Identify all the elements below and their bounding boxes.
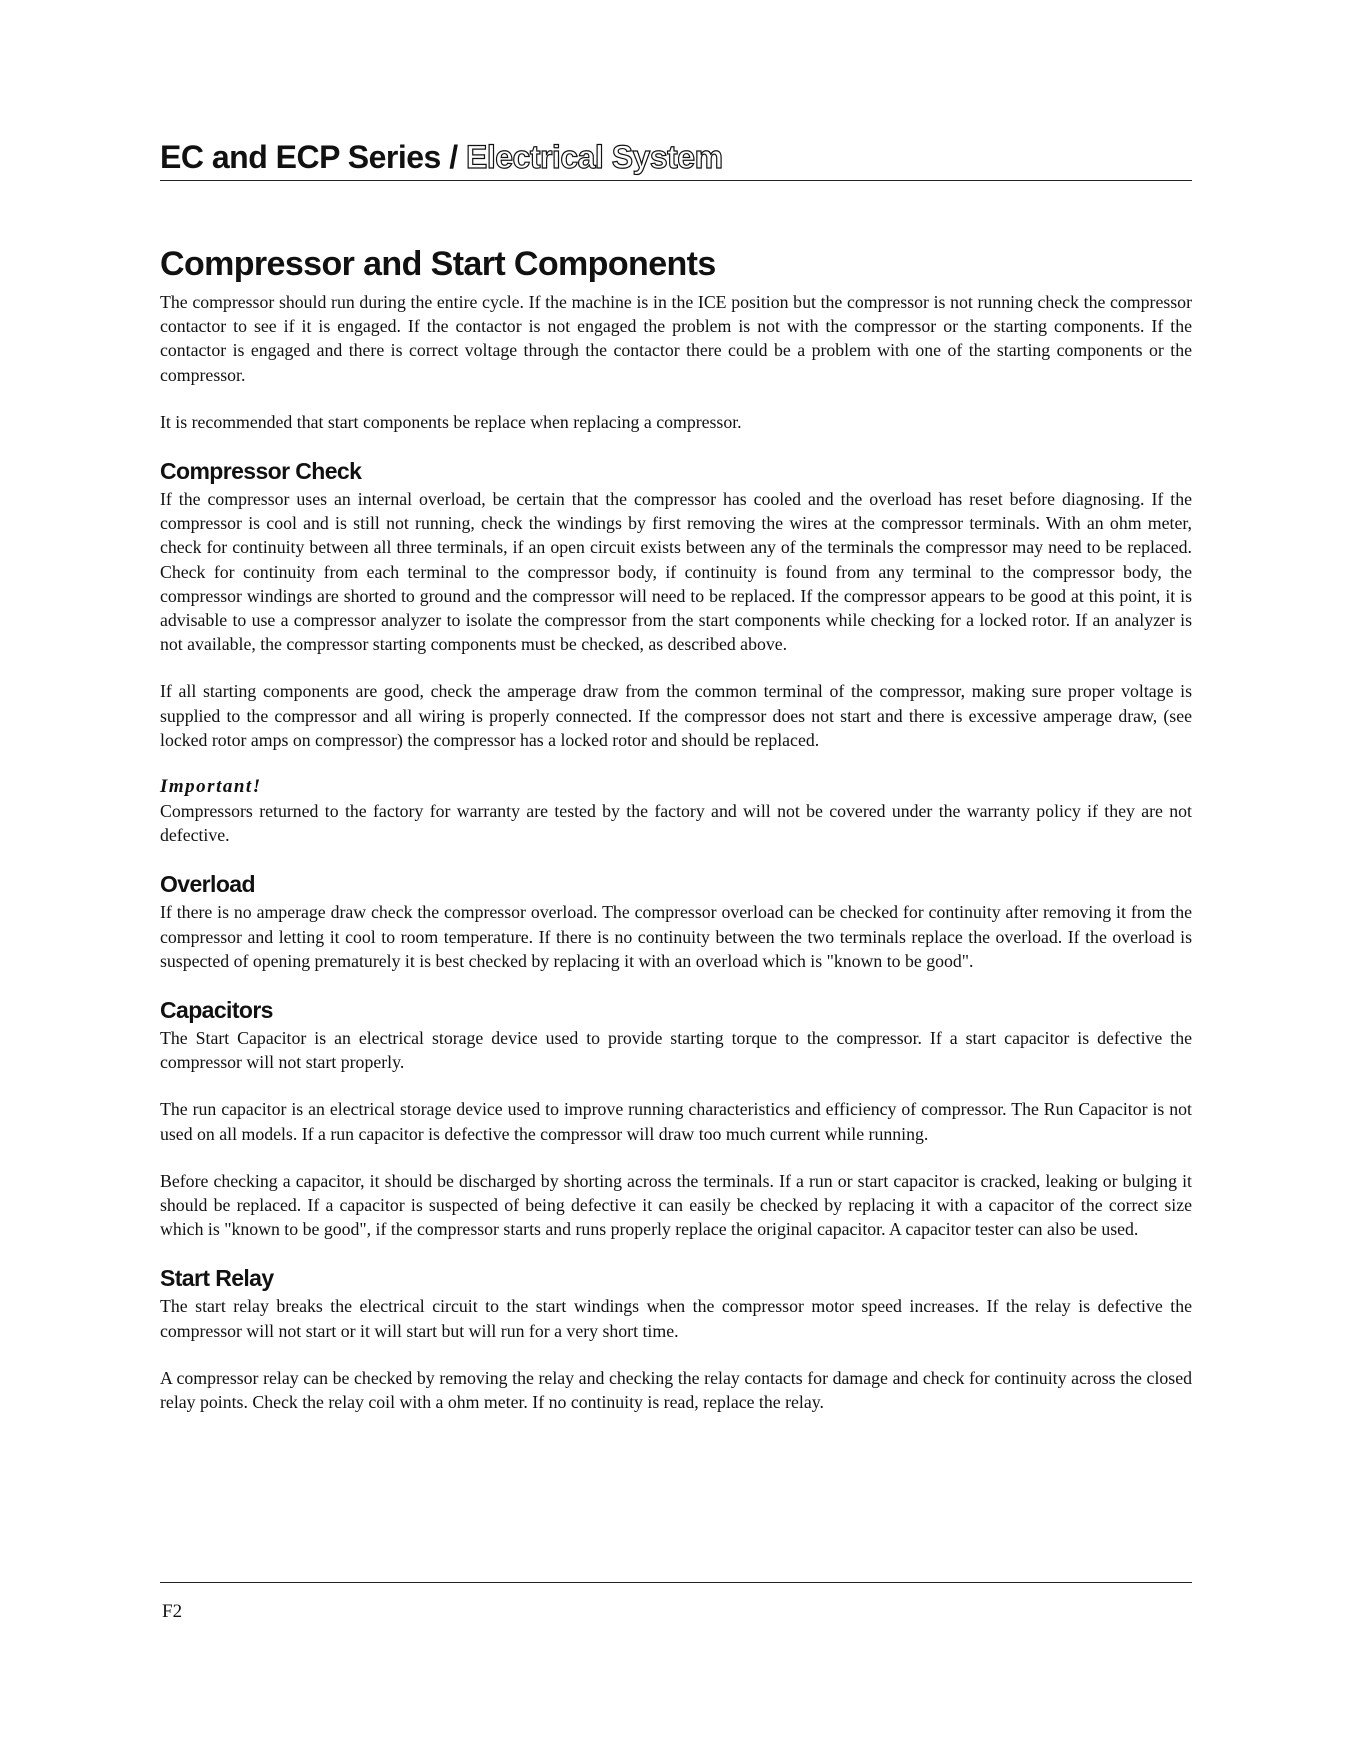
manual-page <box>160 0 1192 1761</box>
capacitors-heading: Capacitors <box>160 997 273 1024</box>
start-relay-paragraph-2: A compressor relay can be checked by removing the relay and checking the relay contacts for damage and check for continuity across the closed relay points. Check the relay coil with a ohm meter. If no continuity is read, replace the relay. <box>160 1367 1192 1413</box>
header-series: EC and ECP Series / <box>160 139 458 175</box>
compressor-check-heading: Compressor Check <box>160 458 362 485</box>
important-text: Compressors returned to the factory for warranty are tested by the factory and will not be covered under the warranty policy if they are not defective. <box>160 801 1192 846</box>
capacitors-paragraph-3: Before checking a capacitor, it should be discharged by shorting across the terminals. If a run or start capacitor is cracked, leaking or bulging it should be replaced. If a capacitor is suspected of being defective it can easily be checked by replacing it with a capacitor of the correct size which is "known to be good", if the compressor starts and runs properly replace the original capacitor. A capacitor tester can also be used. <box>160 1170 1192 1240</box>
compressor-check-paragraph-2: If all starting components are good, check the amperage draw from the common terminal of the compressor, making sure proper voltage is supplied to the compressor and all wiring is properly connected. If the compressor does not start and there is excessive amperage draw, (see locked rotor amps on compressor) the compressor has a locked rotor and should be replaced. <box>160 681 1192 750</box>
compressor-check-paragraph-1: If the compressor uses an internal overload, be certain that the compressor has cooled and the overload has reset before diagnosing. If the compressor is cool and is still not running, check the windings by first removing the wires at the compressor terminals. With an ohm meter, check for continuity between all three terminals, if an open circuit exists between any of the terminals the compressor may need to be replaced. Check for continuity from each terminal to the compressor body, if continuity is found from any terminal to the compressor body, the compressor windings are shorted to ground and the compressor will need to be replaced. If the compressor appears to be good at this point, it is advisable to use a compressor analyzer to isolate the compressor from the start components while checking for a locked rotor. If an analyzer is not available, the compressor starting components must be checked, as described above. <box>160 489 1192 655</box>
important-heading: Important! <box>160 776 262 798</box>
start-relay-heading: Start Relay <box>160 1265 274 1292</box>
page-content <box>160 290 1192 1437</box>
intro-paragraph-2: It is recommended that start components be replace when replacing a compressor. <box>160 411 742 432</box>
page-number: F2 <box>162 1601 183 1622</box>
overload-paragraph-1: If there is no amperage draw check the compressor overload. The compressor overload can be checked for continuity after removing it from the compressor and letting it cool to room temperature. If there is no continuity between the two terminals replace the overload. If the overload is suspected of opening prematurely it is best checked by replacing it with an overload which is "known to be good". <box>160 902 1192 971</box>
intro-paragraph-1: The compressor should run during the entire cycle. If the machine is in the ICE position but the compressor is not running check the compressor contactor to see if it is engaged. If the contactor is not engaged the problem is not with the compressor or the starting components. If the contactor is engaged and there is correct voltage through the contactor there could be a problem with one of the starting components or the compressor. <box>160 292 1192 385</box>
page-title: Compressor and Start Components <box>160 245 716 283</box>
capacitors-paragraph-2: The run capacitor is an electrical storage device used to improve running characteristics and efficiency of compressor. The Run Capacitor is not used on all models. If a run capacitor is defective the compressor will draw too much current while running. <box>160 1099 1192 1144</box>
page-header <box>160 138 1192 181</box>
overload-heading: Overload <box>160 871 255 898</box>
header-section: Electrical System <box>465 139 723 175</box>
capacitors-paragraph-1: The Start Capacitor is an electrical storage device used to provide starting torque to the compressor. If a start capacitor is defective the compressor will not start properly. <box>160 1028 1192 1073</box>
footer-divider <box>160 1582 1192 1583</box>
start-relay-paragraph-1: The start relay breaks the electrical circuit to the start windings when the compressor motor speed increases. If the relay is defective the compressor will not start or it will start but will run for a very short time. <box>160 1296 1192 1341</box>
